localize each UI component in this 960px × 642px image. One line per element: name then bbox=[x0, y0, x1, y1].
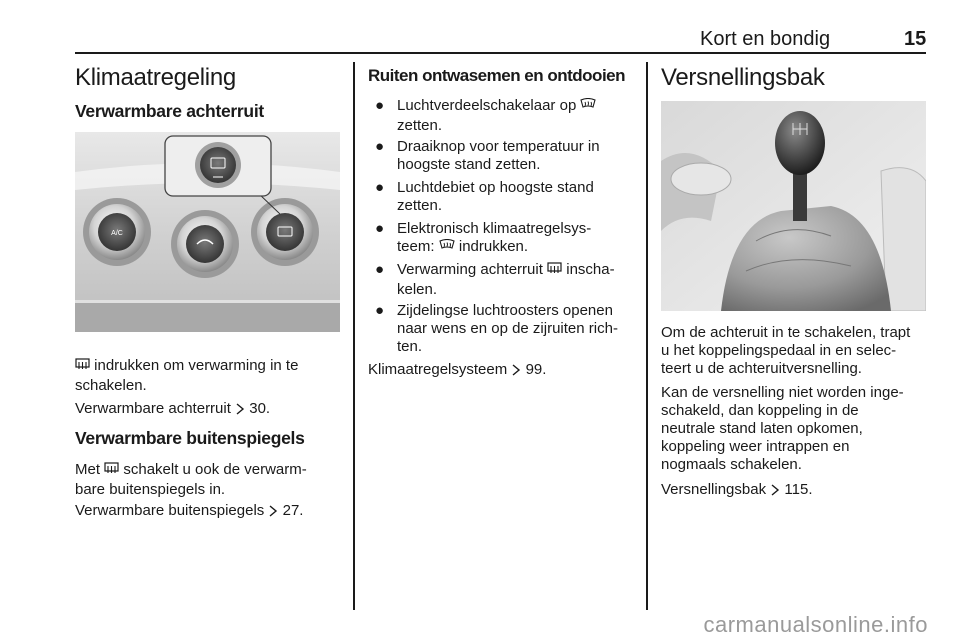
bullet-item-6: ● Zijdelingse luchtroosters openen naar wens en op de zijruiten rich- ten. bbox=[375, 302, 618, 355]
reference-arrow-icon bbox=[235, 402, 245, 420]
para-gear-not-engaged: Kan de versnelling niet worden inge- schakeld, dan koppeling in de neutrale stand laten opkomen, koppeling weer intrappen en nogmaals schakelen. bbox=[661, 384, 904, 473]
rear-window-heater-icon bbox=[104, 462, 119, 481]
para-ref-climate-system: Klimaatregelsysteem 99. bbox=[368, 361, 546, 381]
bullet-item-5: ● Verwarming achterruit inscha- kelen. bbox=[375, 261, 615, 298]
heading-defog-defrost: Ruiten ontwasemen en ontdooien bbox=[368, 66, 626, 85]
para-ref-gearbox: Versnellingsbak 115. bbox=[661, 481, 813, 501]
page-number: 15 bbox=[904, 28, 927, 50]
subheading-heated-mirrors: Verwarmbare buitenspiegels bbox=[75, 428, 305, 448]
para-heated-mirrors: Met schakelt u ook de verwarm- bare buitenspiegels in. bbox=[75, 461, 307, 498]
heading-gearbox: Versnellingsbak bbox=[661, 64, 825, 91]
windscreen-defrost-icon bbox=[580, 98, 596, 117]
reference-arrow-icon bbox=[511, 363, 521, 381]
para-ref-rear-window: Verwarmbare achterruit 30. bbox=[75, 400, 270, 420]
bullet-item-3: ● Luchtdebiet op hoogste stand zetten. bbox=[375, 179, 594, 214]
rear-window-heater-icon bbox=[547, 262, 562, 281]
windscreen-defrost-icon bbox=[439, 239, 455, 258]
ref-page-27[interactable]: 27. bbox=[282, 502, 304, 519]
header-rule bbox=[75, 52, 926, 54]
ac-label: A/C bbox=[111, 230, 123, 237]
watermark: carmanualsonline.info bbox=[703, 612, 928, 637]
rear-window-heater-icon bbox=[75, 358, 90, 377]
ref-page-99[interactable]: 99. bbox=[525, 361, 547, 378]
reference-arrow-icon bbox=[770, 483, 780, 501]
column-divider-1 bbox=[353, 62, 355, 610]
para-reverse-gear: Om de achteruit in te schakelen, trapt u het koppelingspedaal in en selec- teert u de achteruitversnelling. bbox=[661, 324, 911, 377]
bullet-item-2: ● Draaiknop voor temperatuur in hoogste stand zetten. bbox=[375, 138, 600, 173]
running-header-title: Kort en bondig bbox=[700, 28, 831, 50]
subheading-heated-rear-window: Verwarmbare achterruit bbox=[75, 101, 264, 121]
bullet-item-1: ● Luchtverdeelschakelaar op zetten. bbox=[397, 97, 647, 135]
ref-page-115[interactable]: 115. bbox=[784, 481, 813, 498]
bullet-item-4: ● Elektronisch klimaatregelsys- teem: indrukken. bbox=[397, 220, 647, 258]
para-press-rear-heater: indrukken om verwarming in te schakelen. bbox=[75, 357, 299, 394]
gear-shift-illustration bbox=[661, 101, 926, 311]
heading-climate-control: Klimaatregeling bbox=[75, 64, 236, 91]
ref-page-30[interactable]: 30. bbox=[249, 400, 271, 417]
climate-panel-illustration bbox=[75, 132, 340, 332]
reference-arrow-icon bbox=[268, 504, 278, 522]
para-ref-heated-mirrors: Verwarmbare buitenspiegels 27. bbox=[75, 502, 303, 522]
